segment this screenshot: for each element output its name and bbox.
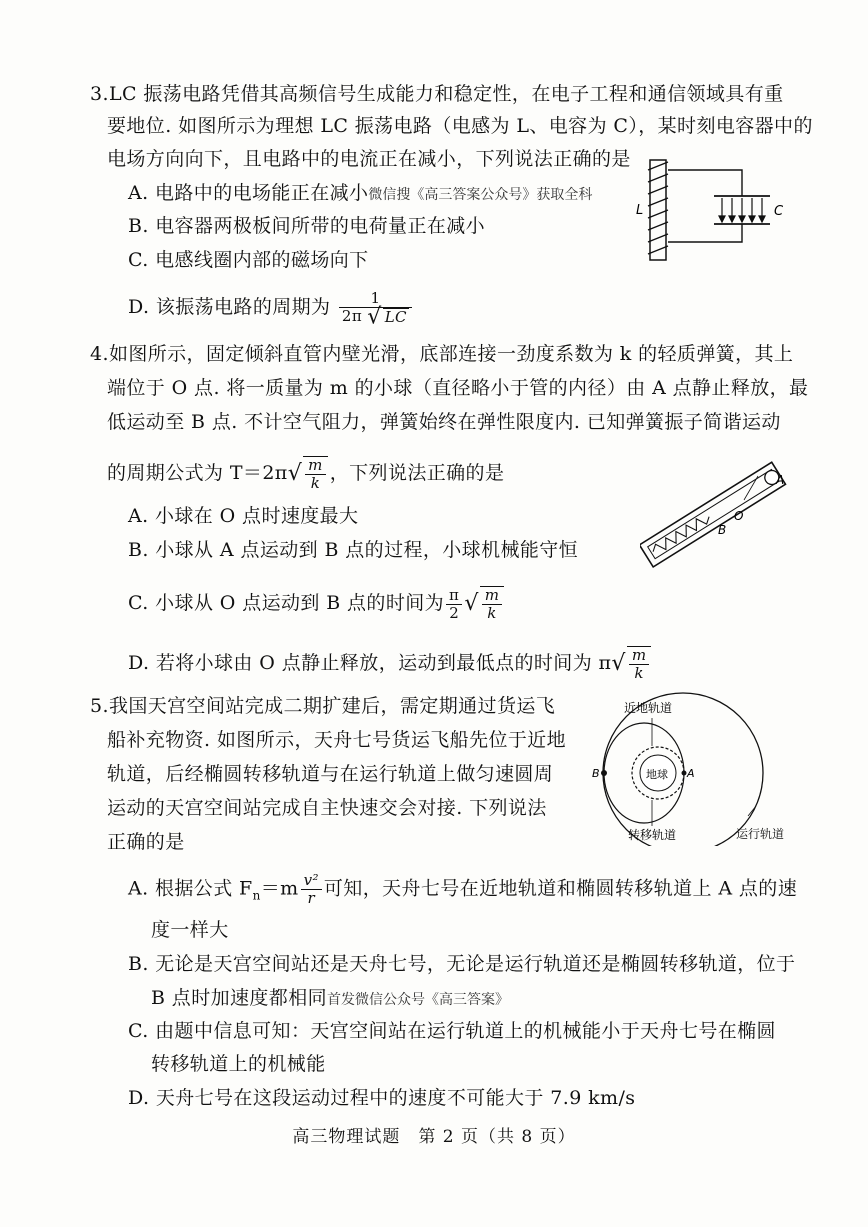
capacitor-label: C [774, 204, 784, 219]
inductor-core [650, 160, 666, 260]
m-over-k [303, 456, 328, 492]
q4-stem-3: 低运动至 B 点. 不计空气阻力，弹簧始终在弹性限度内. 已知弹簧振子简谐运动 [107, 411, 781, 433]
q5-option-b-2-text: B 点时加速度都相同 [151, 987, 328, 1009]
q3-stem-3: 电场方向向下，且电路中的电流正在减小，下列说法正确的是 [107, 148, 631, 170]
watermark-text: 微信搜《高三答案公众号》获取全科 [368, 187, 593, 203]
q4-line-1 [90, 342, 793, 366]
q5-stem-5: 正确的是 [107, 831, 185, 853]
q5-option-d: D. 天舟七号在这段运动过程中的速度不可能大于 7.9 km/s [128, 1087, 636, 1109]
watermark-text-2: 首发微信公众号《高三答案》 [327, 992, 510, 1008]
point-b-label: B [718, 523, 727, 537]
q5-option-c: C. 由题中信息可知：天宫空间站在运行轨道上的机械能小于天舟七号在椭圆 [128, 1020, 776, 1042]
fraction-denominator-prefix: 2π [341, 307, 363, 325]
q3-option-d-text: D. 该振荡电路的周期为 [128, 296, 331, 318]
q5-option-b-2 [151, 986, 509, 1012]
q5-line-1 [90, 694, 555, 718]
q3-number: 3. [90, 83, 109, 105]
inclined-tube-diagram [640, 448, 790, 578]
lc-circuit-diagram [630, 158, 810, 268]
near-orbit-label: 近地轨道 [624, 701, 673, 715]
q4-option-b: B. 小球从 A 点运动到 B 点的过程，小球机械能守恒 [128, 539, 579, 561]
q4-stem-1: 如图所示，固定倾斜直管内壁光滑，底部连接一劲度系数为 k 的轻质弹簧，其上 [108, 343, 794, 365]
q5-option-a-text: A. 根据公式 F [128, 877, 253, 900]
q4-stem-4: 的周期公式为 T＝2π√ $\frac{m}{k}$ ，下列说法正确的是 [107, 456, 505, 492]
orbit-point-a-label: A [687, 767, 695, 780]
denominator-r: r [307, 889, 316, 907]
numerator-pi: π [446, 587, 462, 605]
q4-option-d: D. 若将小球由 O 点静止释放，运动到最低点的时间为 π√ $\frac{m}{k}$ [128, 646, 653, 682]
point-a-label: A [776, 473, 785, 487]
m-over-k-c [480, 586, 505, 622]
q3-option-d [128, 289, 414, 330]
tube-group [640, 462, 785, 567]
q3-line-1 [90, 82, 784, 106]
q3-option-a [128, 181, 592, 207]
subscript-n: n [252, 888, 261, 903]
q5-stem-1: 我国天宫空间站完成二期扩建后，需定期通过货运飞 [108, 695, 556, 717]
page-footer: 高三物理试题 第 2 页（共 8 页） [292, 1127, 576, 1147]
v2-over-r [301, 872, 322, 907]
denominator-k: k [634, 664, 644, 682]
q5-option-a-end: 可知，天舟七号在近地轨道和椭圆转移轨道上 A 点的速 [323, 877, 798, 900]
numerator-v2: v² [301, 872, 322, 890]
q4-stem-4-end: ，下列说法正确的是 [329, 462, 505, 484]
point-o-label: O [734, 509, 744, 523]
numerator-m: m [629, 647, 650, 665]
q4-number: 4. [90, 343, 109, 365]
q3-option-b: B. 电容器两极板间所带的电荷量正在减小 [128, 215, 486, 237]
denominator-two: 2 [449, 603, 460, 622]
q5-stem-2: 船补充物资. 如图所示，天舟七号货运飞船先位于近地 [107, 729, 567, 751]
earth-label: 地球 [646, 768, 668, 781]
numerator-m: m [482, 587, 503, 605]
q5-option-c-2: 转移轨道上的机械能 [151, 1053, 326, 1075]
tube-inner [648, 469, 779, 558]
denominator-k: k [310, 474, 321, 492]
q5-option-a [128, 872, 797, 907]
transfer-orbit-label: 转移轨道 [628, 828, 677, 842]
q4-option-a: A. 小球在 O 点时速度最大 [128, 505, 359, 527]
q5-stem-4: 运动的天宫空间站完成自主快速交会对接. 下列说法 [107, 797, 547, 819]
q5-number: 5. [90, 695, 109, 717]
equals-m: ＝m [260, 877, 299, 900]
numerator-m: m [305, 457, 326, 475]
inductor-label: L [636, 203, 644, 218]
period-fraction: $\frac{1}{2\pi √ LC}$ [339, 290, 412, 326]
q4-stem-2: 端位于 O 点. 将一质量为 m 的小球（直径略小于管的内径）由 A 点静止释放，最 [107, 377, 809, 399]
q3-stem-2: 要地位. 如图所示为理想 LC 振荡电路（电感为 L、电容为 C），某时刻电容器中的 [107, 115, 813, 137]
q3-option-c: C. 电感线圈内部的磁场向下 [128, 249, 369, 271]
q3-stem-1: LC 振荡电路凭借其高频信号生成能力和稳定性，在电子工程和通信领域具有重 [108, 83, 784, 105]
q5-stem-3: 轨道，后经椭圆转移轨道与在运行轨道上做匀速圆周 [107, 763, 554, 785]
q4-option-c: C. 小球从 O 点运动到 B 点的时间为 $\frac{\pi}{2}$ √ $\frac{m}{k}$ [128, 586, 506, 622]
tube-outer [640, 462, 785, 567]
fraction-numerator: 1 [339, 290, 412, 308]
denominator-k: k [487, 604, 497, 622]
radicand-lc: LC [384, 308, 407, 326]
coil-windings [648, 162, 668, 254]
orbit-point-b-label: B [592, 767, 600, 780]
q4-option-d-text: D. 若将小球由 O 点静止释放，运动到最低点的时间为 π [128, 652, 612, 674]
electric-field-arrows [719, 198, 765, 222]
q5-option-b: B. 无论是天宫空间站还是天舟七号，无论是运行轨道还是椭圆转移轨道，位于 [128, 953, 796, 975]
o-leader [744, 476, 758, 500]
pi-over-two [446, 587, 462, 622]
q5-option-a-2: 度一样大 [151, 919, 229, 941]
q4-option-c-text: C. 小球从 O 点运动到 B 点的时间为 [128, 592, 445, 614]
period-formula-text: 的周期公式为 T＝2π [107, 462, 288, 484]
point-b-dot [601, 770, 607, 776]
q3-option-a-text: A. 电路中的电场能正在减小 [128, 182, 369, 204]
m-over-k-d [627, 646, 652, 682]
circuit-wires [668, 170, 742, 242]
point-a-dot [682, 771, 687, 776]
run-orbit-label: 运行轨道 [736, 827, 785, 841]
